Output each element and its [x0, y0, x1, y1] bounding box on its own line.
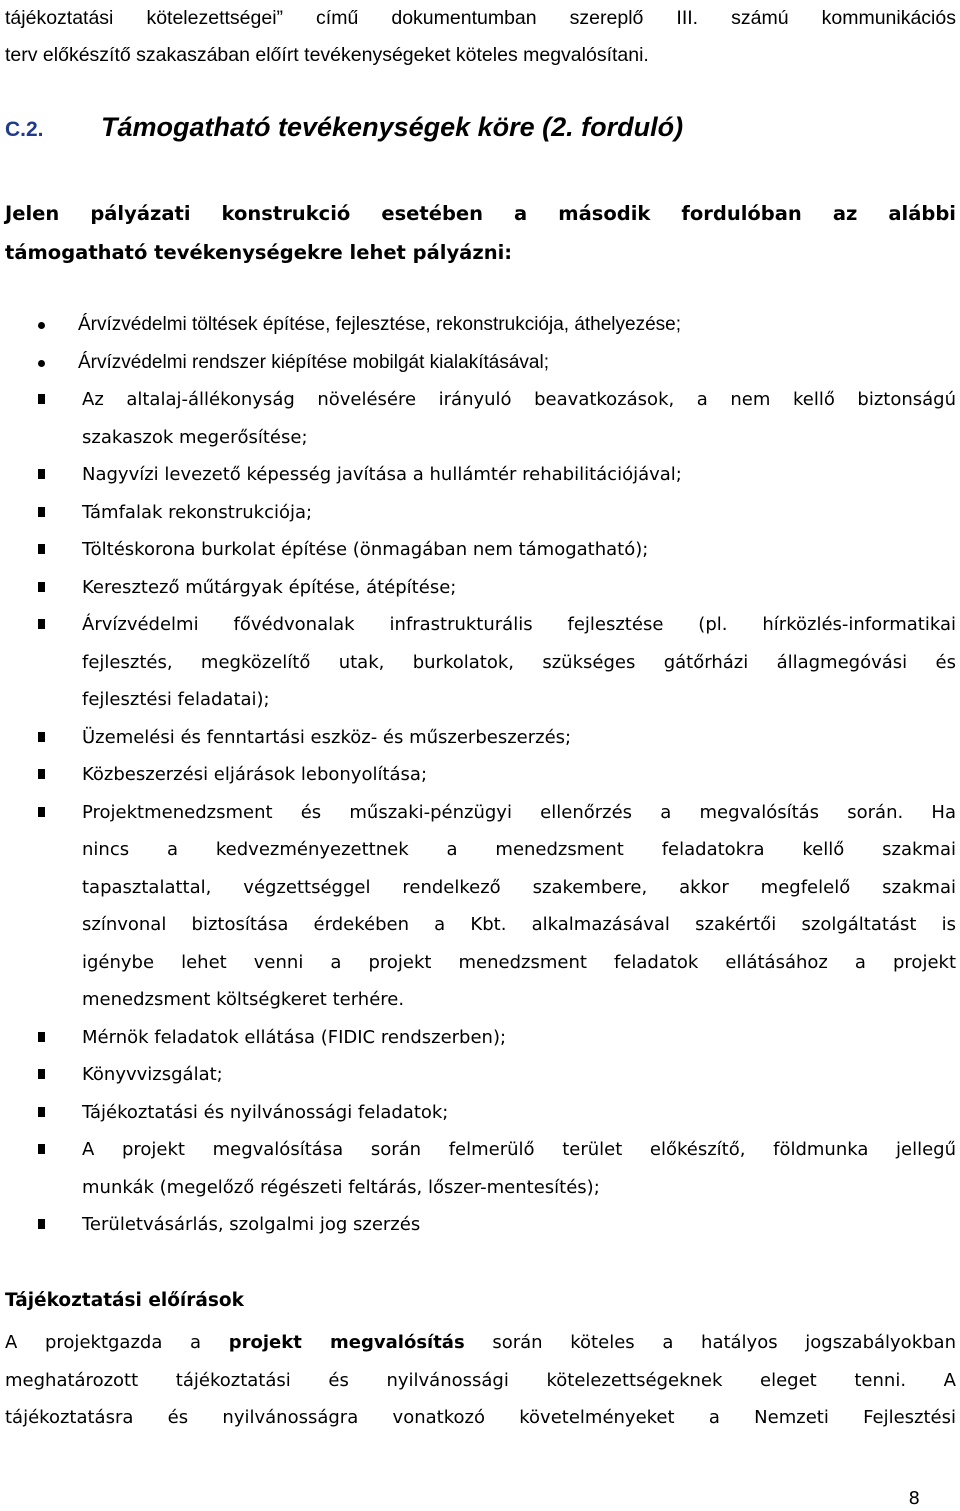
list-item	[0, 756, 956, 794]
list-item-line: színvonal biztosítása érdekében a Kbt. alkalmazásával szakértői szolgáltatást is	[82, 914, 956, 935]
list-item-line: Területvásárlás, szolgalmi jog szerzés	[82, 1214, 421, 1235]
bullet-square-icon	[38, 507, 45, 517]
list-item	[0, 381, 956, 456]
section-heading	[5, 112, 683, 143]
page-number: 8	[908, 1488, 920, 1509]
list-item-line: Tájékoztatási és nyilvánossági feladatok;	[82, 1101, 449, 1123]
list-item-line: A projekt megvalósítása során felmerülő terület előkészítő, földmunka jellegű	[82, 1139, 956, 1160]
final-line: tájékoztatásra és nyilvánosságra vonatkozó követelményeket a Nemzeti Fejlesztési	[5, 1407, 956, 1428]
bullet-square-icon	[38, 807, 45, 817]
list-item	[0, 344, 956, 382]
list-item-line: szakaszok megerősítése;	[82, 426, 308, 448]
list-item	[0, 1056, 956, 1094]
list-item-line: fejlesztési feladatai);	[82, 689, 270, 710]
bullet-dot-icon	[38, 360, 45, 367]
list-item-line: fejlesztés, megközelítő utak, burkolatok, szükséges gátőrházi állagmegóvási és	[82, 651, 956, 673]
section-title: Támogatható tevékenységek köre (2. forduló)	[101, 112, 684, 142]
list-item	[0, 606, 956, 719]
list-item	[0, 794, 956, 1019]
bullet-square-icon	[38, 769, 45, 779]
bullet-square-icon	[38, 1144, 45, 1154]
bullet-square-icon	[38, 1069, 45, 1079]
list-item-line: Keresztező műtárgyak építése, átépítése;	[82, 576, 457, 598]
activity-list	[0, 306, 956, 1244]
list-item	[0, 719, 956, 757]
bullet-square-icon	[38, 469, 45, 479]
list-item	[0, 1206, 956, 1244]
subsection-heading: Tájékoztatási előírások	[5, 1290, 244, 1311]
list-item	[0, 1131, 956, 1206]
bullet-square-icon	[38, 582, 45, 592]
bullet-square-icon	[38, 732, 45, 742]
list-item-line: menedzsment költségkeret terhére.	[82, 989, 405, 1010]
list-item	[0, 306, 956, 344]
list-item-line: munkák (megelőző régészeti feltárás, lőszer-mentesítés);	[82, 1176, 600, 1198]
final-line: meghatározott tájékoztatási és nyilvánossági kötelezettségeknek eleget tenni. A	[5, 1369, 956, 1391]
list-item-line: Projektmenedzsment és műszaki-pénzügyi ellenőrzés a megvalósítás során. Ha	[82, 801, 956, 823]
list-item-line: Árvízvédelmi rendszer kiépítése mobilgát kialakításával;	[78, 351, 549, 373]
final-bold-text: projekt megvalósítás	[228, 1332, 465, 1353]
final-text: A projektgazda a	[5, 1332, 229, 1353]
list-item-line: Üzemelési és fenntartási eszköz- és műszerbeszerzés;	[82, 726, 572, 748]
list-item-line: Töltéskorona burkolat építése (önmagában nem támogatható);	[82, 539, 649, 560]
final-text: során köteles a hatályos jogszabályokban	[464, 1332, 956, 1353]
list-item-line: Mérnök feladatok ellátása (FIDIC rendszerben);	[82, 1026, 507, 1048]
bullet-square-icon	[38, 619, 45, 629]
list-item	[0, 494, 956, 532]
list-item	[0, 456, 956, 494]
list-item-line: Árvízvédelmi fővédvonalak infrastrukturális fejlesztése (pl. hírközlés-informatikai	[82, 614, 956, 635]
intro-paragraph	[5, 0, 956, 74]
list-item-line: nincs a kedvezményezettnek a menedzsment feladatokra kellő szakmai	[82, 839, 956, 860]
final-paragraph	[5, 1324, 956, 1437]
bullet-dot-icon	[38, 322, 45, 329]
list-item	[0, 1094, 956, 1132]
list-item	[0, 1019, 956, 1057]
list-item-line: igénybe lehet venni a projekt menedzsment feladatok ellátásához a projekt	[82, 951, 956, 973]
bullet-square-icon	[38, 394, 45, 404]
list-item-line: Az altalaj-állékonyság növelésére irányuló beavatkozások, a nem kellő biztonságú	[82, 389, 956, 410]
lead-paragraph	[5, 194, 956, 272]
lead-line: támogatható tevékenységekre lehet pályázni:	[5, 241, 513, 264]
intro-line: tájékoztatási kötelezettségei” című dokumentumban szereplő III. számú kommunikációs	[5, 7, 956, 29]
bullet-square-icon	[38, 1032, 45, 1042]
list-item-line: Árvízvédelmi töltések építése, fejlesztése, rekonstrukciója, áthelyezése;	[78, 314, 682, 335]
list-item-line: Közbeszerzési eljárások lebonyolítása;	[82, 764, 428, 785]
list-item-line: tapasztalattal, végzettséggel rendelkező szakembere, akkor megfelelő szakmai	[82, 876, 956, 898]
section-number: C.2.	[5, 118, 44, 141]
bullet-square-icon	[38, 544, 45, 554]
lead-line: Jelen pályázati konstrukció esetében a második fordulóban az alábbi	[5, 202, 956, 225]
list-item-line: Könyvvizsgálat;	[82, 1064, 223, 1085]
bullet-square-icon	[38, 1219, 45, 1229]
list-item	[0, 531, 956, 569]
bullet-square-icon	[38, 1107, 45, 1117]
list-item-line: Nagyvízi levezető képesség javítása a hullámtér rehabilitációjával;	[82, 464, 682, 485]
list-item-line: Támfalak rekonstrukciója;	[82, 501, 313, 523]
list-item	[0, 569, 956, 607]
intro-line: terv előkészítő szakaszában előírt tevékenységeket köteles megvalósítani.	[5, 44, 649, 66]
final-line	[5, 1324, 956, 1362]
